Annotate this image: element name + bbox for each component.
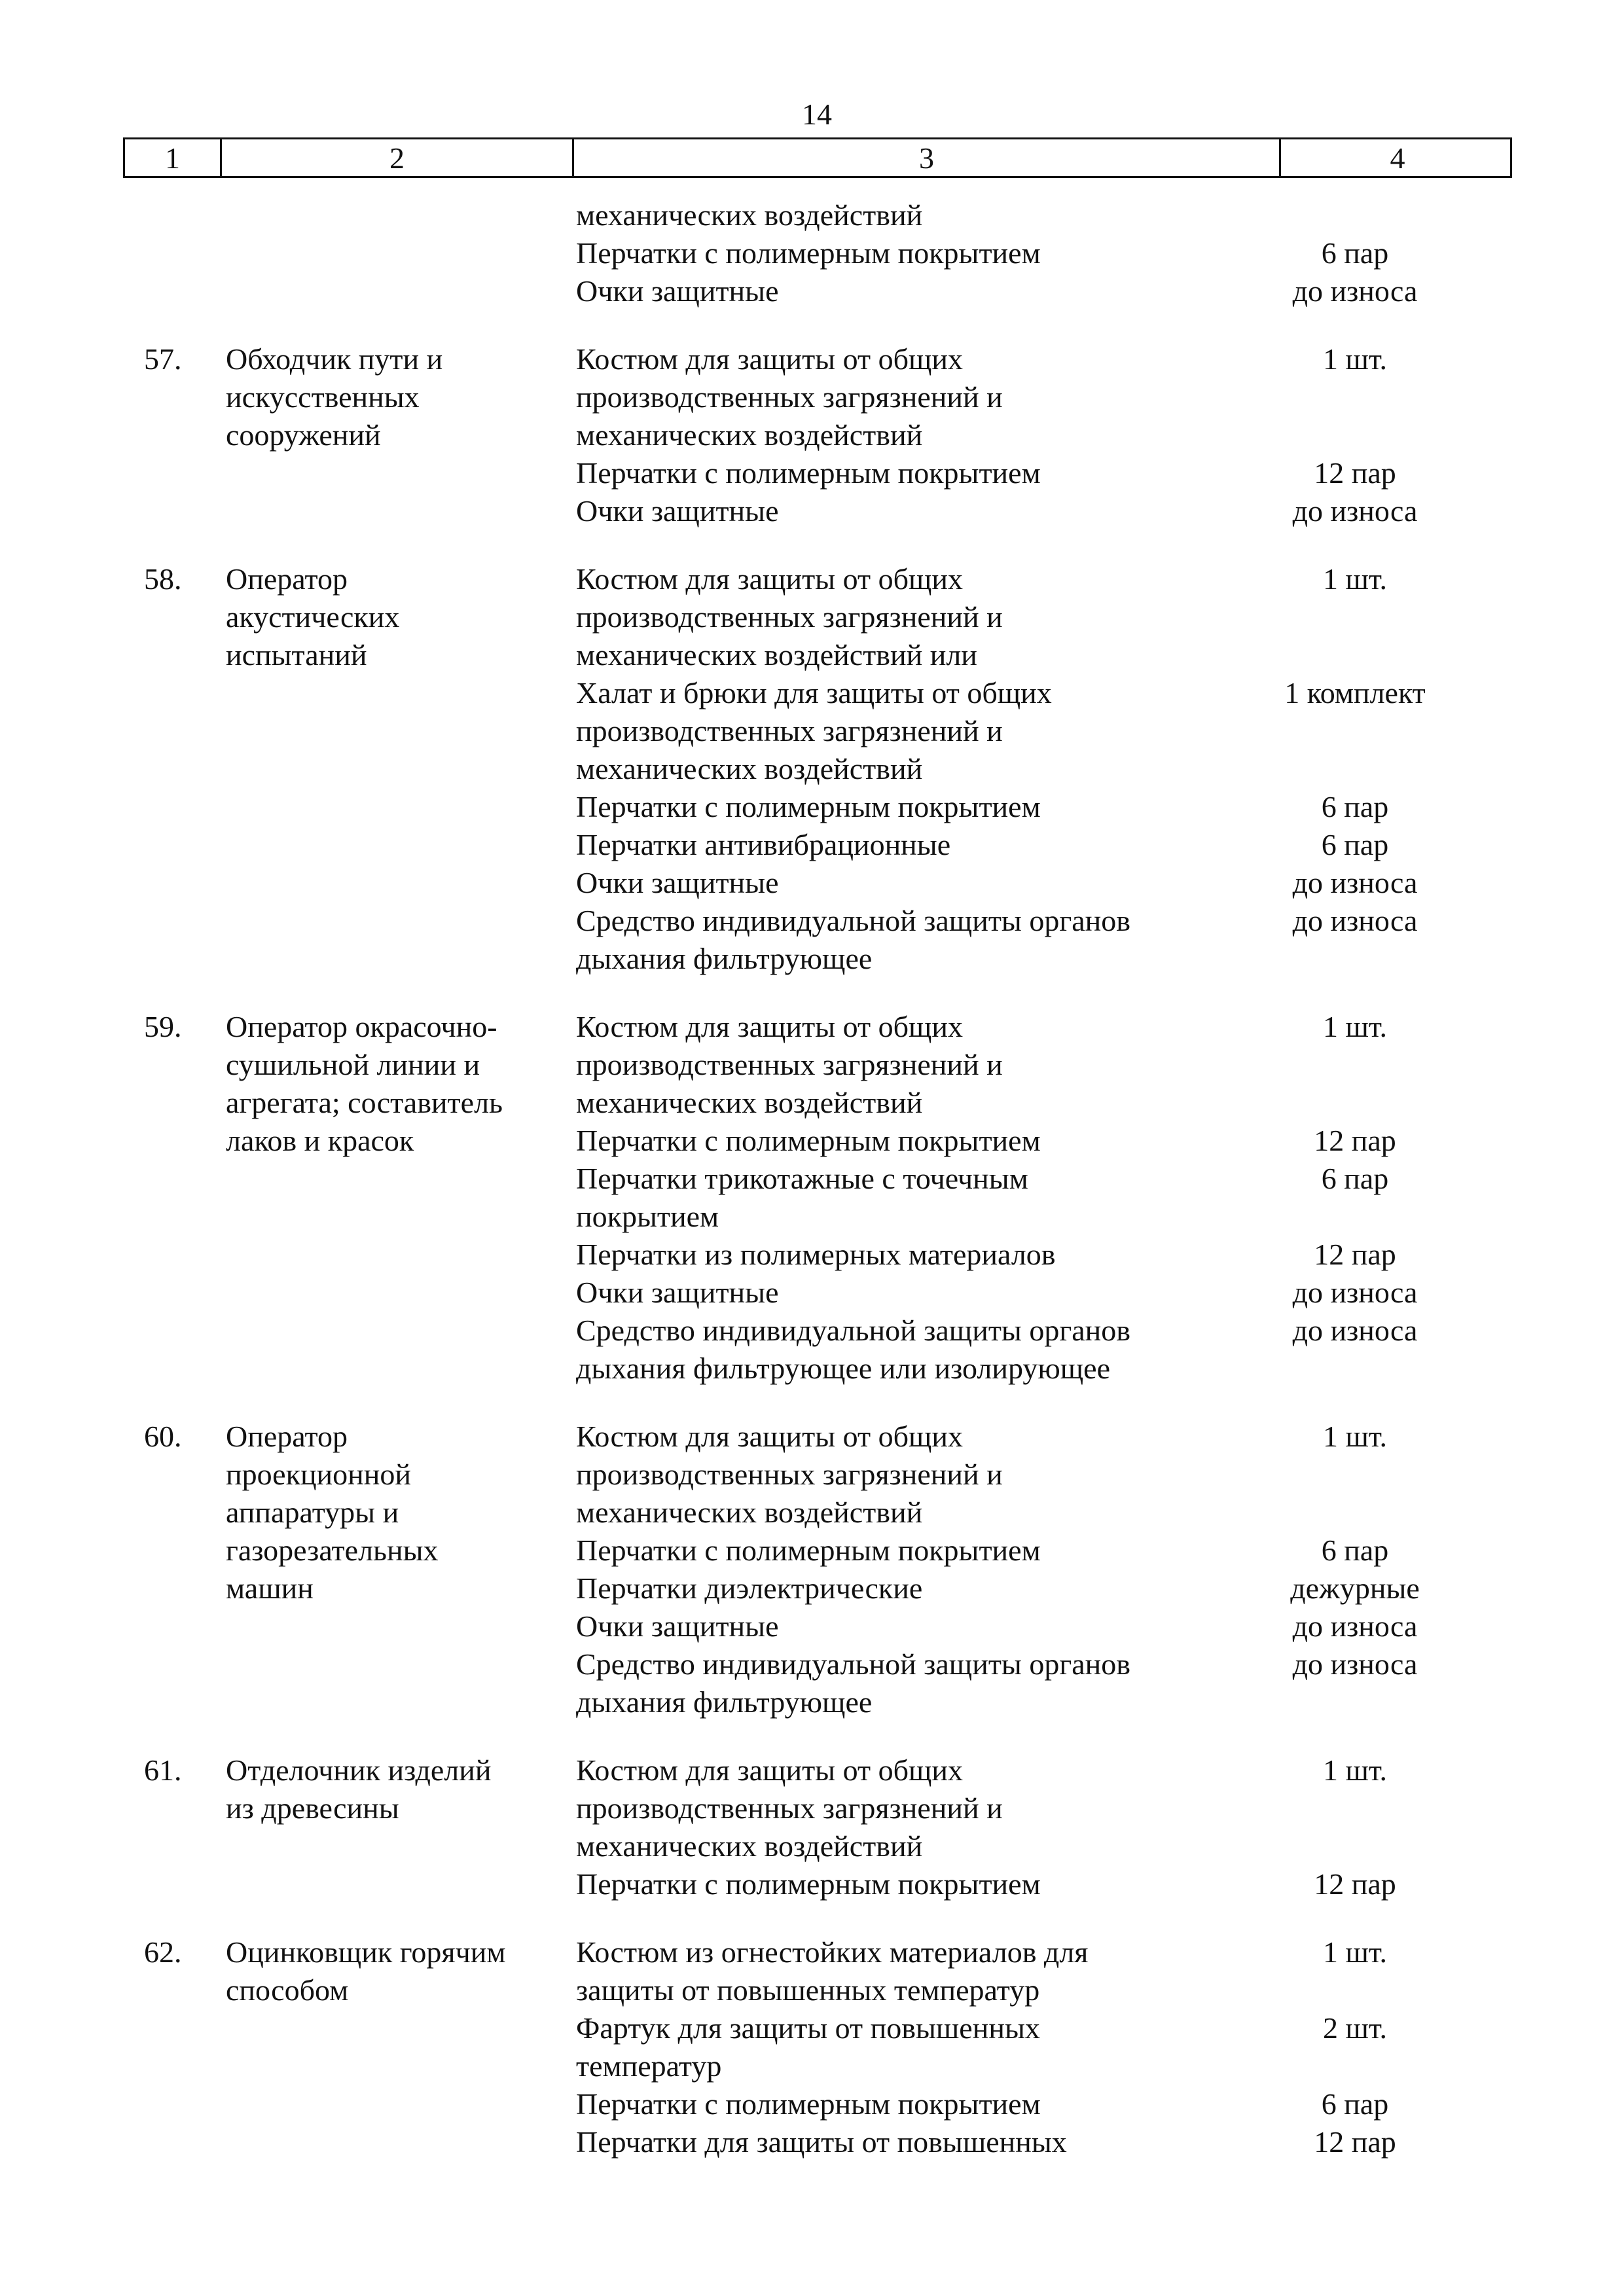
ppe-item: механических воздействий (576, 1829, 923, 1863)
intro-item: Очки защитные (576, 274, 779, 308)
ppe-quantity: 1 шт. (1322, 1420, 1388, 1453)
intro-qty: до износа (1292, 274, 1418, 308)
ppe-item: механических воздействий (576, 752, 923, 785)
row-number: 59. (144, 1010, 182, 1043)
ppe-item: Перчатки с полимерным покрытием (576, 456, 1041, 490)
ppe-item: Перчатки с полимерным покрытием (576, 790, 1041, 823)
profession-name: машин (226, 1571, 314, 1605)
ppe-item: Перчатки с полимерным покрытием (576, 2087, 1041, 2121)
ppe-item: Перчатки с полимерным покрытием (576, 1124, 1041, 1157)
ppe-quantity: 1 комплект (1284, 676, 1426, 709)
intro-item: Перчатки с полимерным покрытием (576, 236, 1041, 270)
row-number: 62. (144, 1935, 182, 1969)
row-number: 60. (144, 1420, 182, 1453)
ppe-quantity: 1 шт. (1322, 1935, 1388, 1969)
row-number: 61. (144, 1753, 182, 1787)
ppe-item: производственных загрязнений и (576, 600, 1003, 634)
ppe-item: производственных загрязнений и (576, 380, 1003, 414)
column-header-2: 2 (222, 139, 574, 176)
ppe-item: механических воздействий (576, 1086, 923, 1119)
ppe-item: механических воздействий или (576, 638, 977, 672)
ppe-quantity: 12 пар (1314, 1238, 1396, 1271)
ppe-item: Средство индивидуальной защиты органов (576, 1314, 1130, 1347)
intro-qty: 6 пар (1321, 236, 1389, 270)
intro-item: механических воздействий (576, 198, 923, 232)
column-header-row (123, 137, 1512, 178)
profession-name: акустических (226, 600, 400, 634)
profession-name: из древесины (226, 1791, 399, 1825)
row-number: 57. (144, 342, 182, 376)
profession-name: Оператор (226, 1420, 348, 1453)
ppe-item: покрытием (576, 1200, 719, 1233)
ppe-item: Перчатки из полимерных материалов (576, 1238, 1056, 1271)
profession-name: способом (226, 1973, 349, 2007)
ppe-quantity: 12 пар (1314, 2125, 1396, 2159)
ppe-item: Перчатки с полимерным покрытием (576, 1867, 1041, 1901)
ppe-item: Перчатки для защиты от повышенных (576, 2125, 1067, 2159)
ppe-item: Фартук для защиты от повышенных (576, 2011, 1040, 2045)
ppe-item: Перчатки антивибрационные (576, 828, 951, 861)
ppe-quantity: 6 пар (1321, 1162, 1389, 1195)
profession-name: сооружений (226, 418, 381, 452)
ppe-item: Очки защитные (576, 866, 779, 899)
ppe-item: Костюм для защиты от общих (576, 1420, 964, 1453)
profession-name: лаков и красок (226, 1124, 414, 1157)
profession-name: Оператор окрасочно- (226, 1010, 497, 1043)
profession-name: искусственных (226, 380, 420, 414)
ppe-item: Очки защитные (576, 1276, 779, 1309)
ppe-quantity: 1 шт. (1322, 342, 1388, 376)
ppe-quantity: до износа (1292, 1609, 1418, 1643)
ppe-item: Перчатки с полимерным покрытием (576, 1534, 1041, 1567)
ppe-item: защиты от повышенных температур (576, 1973, 1040, 2007)
profession-name: агрегата; составитель (226, 1086, 503, 1119)
ppe-quantity: до износа (1292, 866, 1418, 899)
ppe-quantity: до износа (1292, 494, 1418, 528)
ppe-item: производственных загрязнений и (576, 1048, 1003, 1081)
ppe-item: Костюм из огнестойких материалов для (576, 1935, 1089, 1969)
ppe-quantity: до износа (1292, 1276, 1418, 1309)
ppe-item: Перчатки диэлектрические (576, 1571, 923, 1605)
ppe-item: температур (576, 2049, 722, 2083)
column-header-1: 1 (125, 139, 222, 176)
ppe-item: Средство индивидуальной защиты органов (576, 904, 1130, 937)
ppe-item: Очки защитные (576, 494, 779, 528)
profession-name: Отделочник изделий (226, 1753, 492, 1787)
ppe-quantity: 1 шт. (1322, 1753, 1388, 1787)
ppe-quantity: 1 шт. (1322, 1010, 1388, 1043)
row-number: 58. (144, 562, 182, 596)
ppe-item: Перчатки трикотажные с точечным (576, 1162, 1028, 1195)
column-header-4: 4 (1390, 141, 1405, 175)
profession-name: сушильной линии и (226, 1048, 480, 1081)
profession-name: Оператор (226, 562, 348, 596)
ppe-item: дыхания фильтрующее (576, 1685, 873, 1719)
ppe-item: Костюм для защиты от общих (576, 342, 964, 376)
ppe-quantity: 6 пар (1321, 790, 1389, 823)
ppe-item: механических воздействий (576, 418, 923, 452)
ppe-quantity: 12 пар (1314, 1867, 1396, 1901)
ppe-quantity: 6 пар (1321, 1534, 1389, 1567)
ppe-quantity: дежурные (1290, 1571, 1420, 1605)
ppe-quantity: 12 пар (1314, 1124, 1396, 1157)
ppe-quantity: до износа (1292, 904, 1418, 937)
profession-name: испытаний (226, 638, 367, 672)
ppe-item: Халат и брюки для защиты от общих (576, 676, 1052, 709)
profession-name: Оцинковщик горячим (226, 1935, 506, 1969)
page-number: 14 (802, 98, 832, 131)
ppe-item: Средство индивидуальной защиты органов (576, 1647, 1130, 1681)
ppe-quantity: 1 шт. (1322, 562, 1388, 596)
profession-name: Обходчик пути и (226, 342, 443, 376)
ppe-item: производственных загрязнений и (576, 714, 1003, 747)
column-header-3: 3 (574, 139, 1281, 176)
ppe-item: механических воздействий (576, 1496, 923, 1529)
ppe-item: Очки защитные (576, 1609, 779, 1643)
ppe-item: производственных загрязнений и (576, 1791, 1003, 1825)
ppe-item: дыхания фильтрующее (576, 942, 873, 975)
profession-name: газорезательных (226, 1534, 439, 1567)
ppe-quantity: 2 шт. (1322, 2011, 1388, 2045)
ppe-item: производственных загрязнений и (576, 1458, 1003, 1491)
ppe-quantity: 6 пар (1321, 2087, 1389, 2121)
ppe-quantity: 12 пар (1314, 456, 1396, 490)
ppe-item: дыхания фильтрующее или изолирующее (576, 1352, 1110, 1385)
profession-name: проекционной (226, 1458, 412, 1491)
ppe-quantity: до износа (1292, 1647, 1418, 1681)
ppe-item: Костюм для защиты от общих (576, 562, 964, 596)
ppe-item: Костюм для защиты от общих (576, 1753, 964, 1787)
profession-name: аппаратуры и (226, 1496, 399, 1529)
ppe-quantity: 6 пар (1321, 828, 1389, 861)
ppe-item: Костюм для защиты от общих (576, 1010, 964, 1043)
ppe-quantity: до износа (1292, 1314, 1418, 1347)
